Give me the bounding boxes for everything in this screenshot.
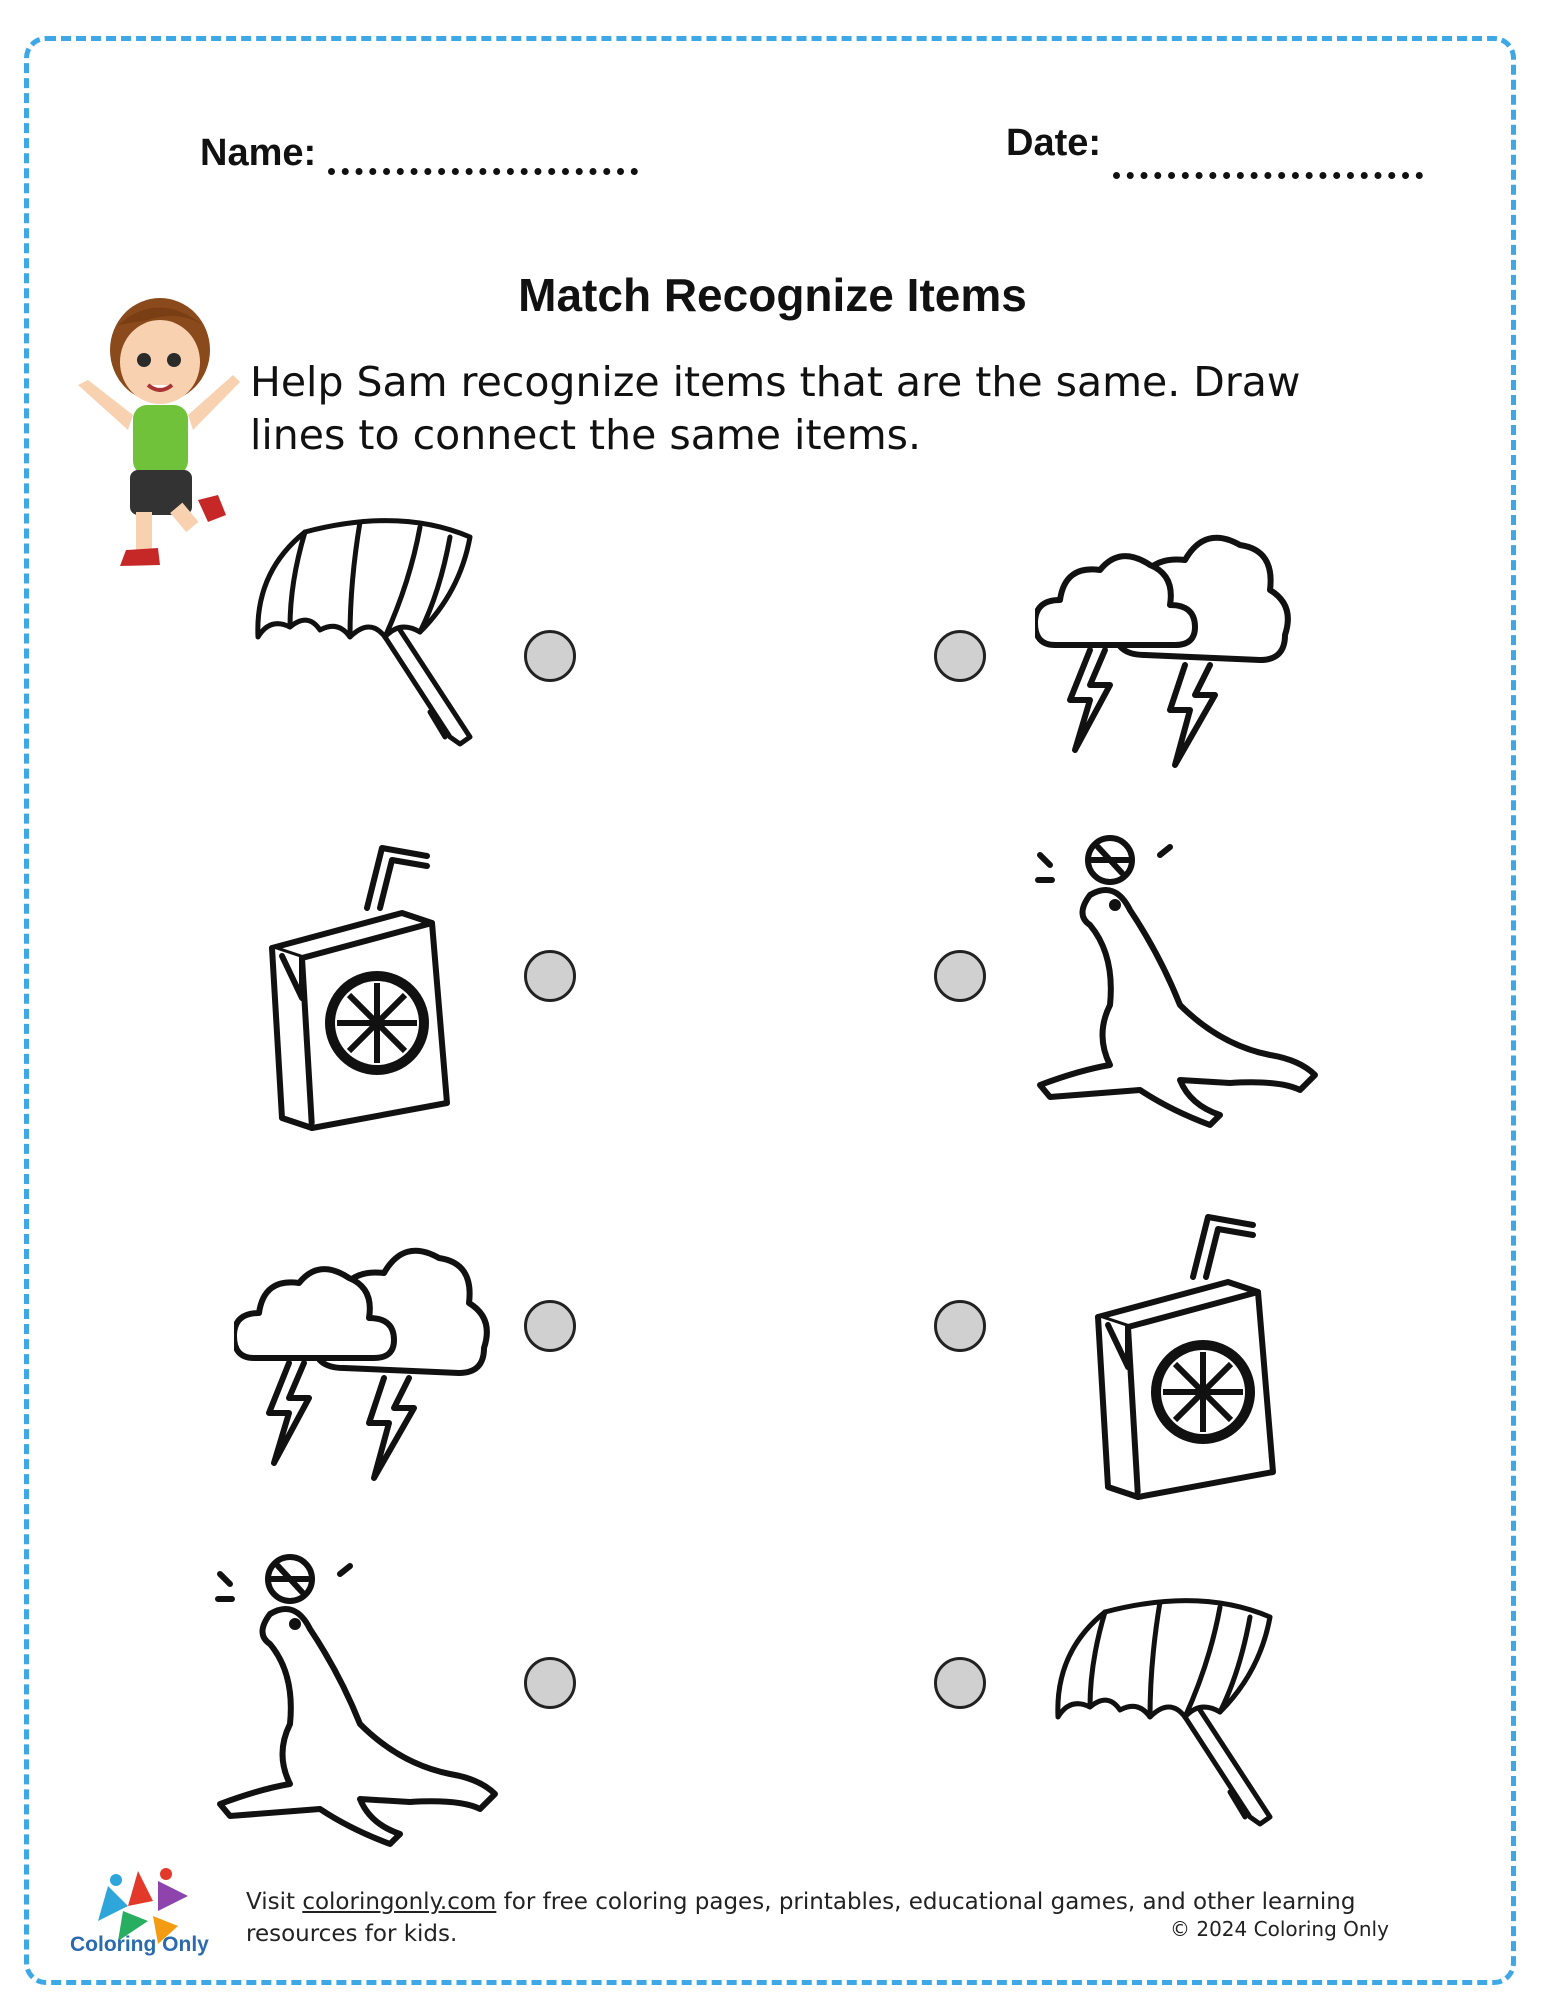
date-line[interactable] bbox=[1113, 142, 1423, 179]
date-field[interactable] bbox=[1006, 122, 1423, 165]
footer-visit-prefix: Visit bbox=[246, 1889, 303, 1915]
name-field[interactable] bbox=[200, 132, 638, 175]
umbrella-icon bbox=[250, 512, 480, 762]
left-match-dot-3[interactable] bbox=[524, 1300, 576, 1352]
logo-text: Coloring Only bbox=[70, 1933, 209, 1956]
seal-icon bbox=[210, 1554, 510, 1854]
name-line[interactable] bbox=[328, 138, 638, 175]
copyright: © 2024 Coloring Only bbox=[1170, 1917, 1389, 1941]
page-title: Match Recognize Items bbox=[518, 269, 1027, 321]
instructions-text: Help Sam recognize items that are the same. Draw lines to connect the same items. bbox=[250, 358, 1301, 459]
right-match-dot-4[interactable] bbox=[934, 1657, 986, 1709]
seal-icon bbox=[1030, 835, 1330, 1135]
right-match-dot-1[interactable] bbox=[934, 630, 986, 682]
date-label: Date: bbox=[1006, 122, 1102, 164]
right-match-dot-3[interactable] bbox=[934, 1300, 986, 1352]
left-match-dot-1[interactable] bbox=[524, 630, 576, 682]
storm-cloud-icon bbox=[234, 1218, 494, 1488]
left-match-dot-2[interactable] bbox=[524, 950, 576, 1002]
footer-link[interactable]: coloringonly.com bbox=[302, 1889, 497, 1915]
umbrella-icon bbox=[1050, 1592, 1280, 1842]
juice-box-icon bbox=[1088, 1207, 1308, 1507]
footer-visit-suffix: for free coloring pages, printables, educational games, and other learning resources for kids. bbox=[246, 1889, 1356, 1947]
left-match-dot-4[interactable] bbox=[524, 1657, 576, 1709]
storm-cloud-icon bbox=[1035, 505, 1295, 775]
right-match-dot-2[interactable] bbox=[934, 950, 986, 1002]
juice-box-icon bbox=[262, 838, 482, 1138]
boy-character-icon bbox=[68, 290, 244, 580]
name-label: Name: bbox=[200, 132, 317, 174]
